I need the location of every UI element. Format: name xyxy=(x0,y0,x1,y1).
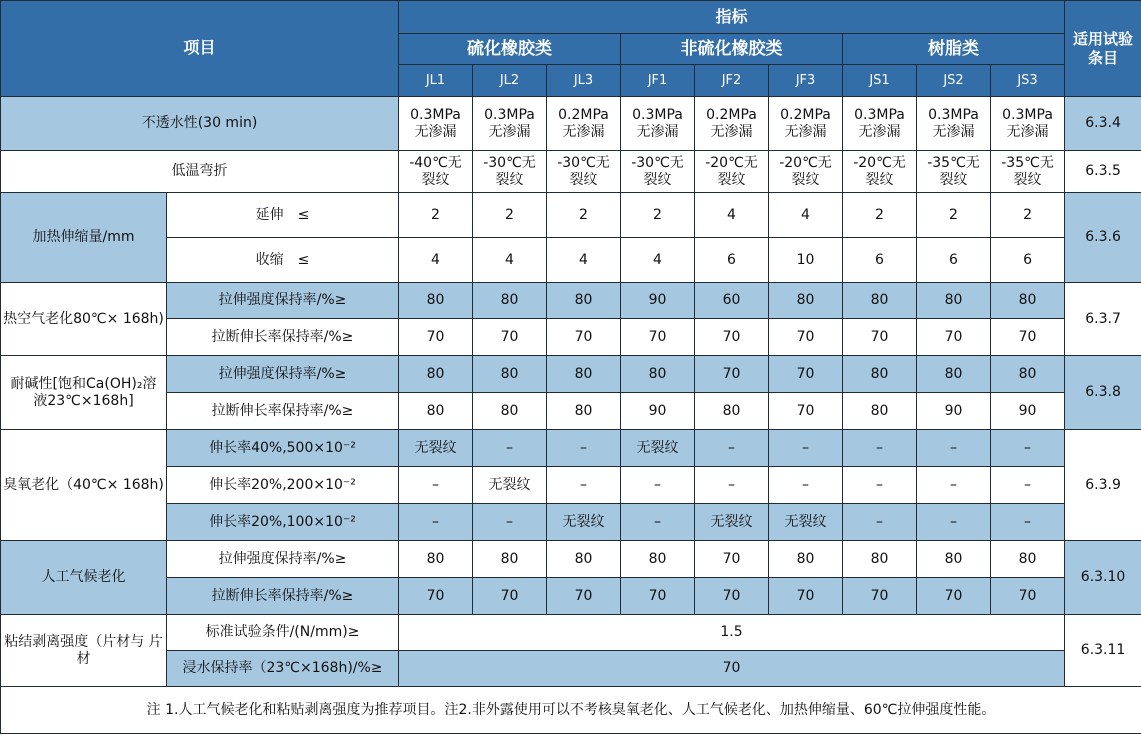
row-sublabel: 伸长率40%,500×10⁻² xyxy=(167,430,399,467)
row-group-label: 热空气老化80℃× 168h) xyxy=(1,283,167,356)
value-cell: 80 xyxy=(399,541,473,578)
value-cell: – xyxy=(917,430,991,467)
value-cell: 70 xyxy=(769,393,843,430)
value-cell: 70 xyxy=(695,319,769,356)
value-cell: – xyxy=(843,430,917,467)
value-cell: 0.2MPa 无渗漏 xyxy=(769,97,843,151)
value-cell: – xyxy=(695,467,769,504)
table-row xyxy=(1,578,1141,615)
value-cell: 0.3MPa 无渗漏 xyxy=(843,97,917,151)
value-cell: 2 xyxy=(991,193,1065,238)
value-cell: 70 xyxy=(991,319,1065,356)
value-cell: 无裂纹 xyxy=(695,504,769,541)
row-sublabel: 伸长率20%,200×10⁻² xyxy=(167,467,399,504)
value-cell: 2 xyxy=(399,193,473,238)
value-cell: 70 xyxy=(695,578,769,615)
value-cell: 4 xyxy=(399,238,473,283)
table-row xyxy=(1,430,1141,467)
value-cell: 80 xyxy=(621,356,695,393)
clause-cell: 6.3.4 xyxy=(1065,97,1141,151)
table-row xyxy=(1,541,1141,578)
value-cell: 80 xyxy=(621,541,695,578)
value-cell: 2 xyxy=(621,193,695,238)
value-cell: 80 xyxy=(473,283,547,319)
value-cell: 80 xyxy=(843,393,917,430)
code-header: JF2 xyxy=(695,65,769,97)
value-cell-merged: 1.5 xyxy=(399,615,1065,651)
value-cell: -30℃无 裂纹 xyxy=(547,151,621,193)
row-group-label: 人工气候老化 xyxy=(1,541,167,615)
value-cell: 6 xyxy=(917,238,991,283)
value-cell: – xyxy=(473,430,547,467)
value-cell: 2 xyxy=(547,193,621,238)
row-sublabel: 浸水保持率（23℃×168h)/%≥ xyxy=(167,651,399,687)
row-sublabel: 延伸 ≤ xyxy=(167,193,399,238)
item-header: 项目 xyxy=(1,1,399,97)
value-cell: 70 xyxy=(695,356,769,393)
value-cell: 70 xyxy=(399,319,473,356)
value-cell: – xyxy=(473,504,547,541)
value-cell: 0.3MPa 无渗漏 xyxy=(621,97,695,151)
value-cell: 80 xyxy=(769,283,843,319)
value-cell: 90 xyxy=(621,283,695,319)
value-cell: – xyxy=(621,504,695,541)
value-cell: 70 xyxy=(399,578,473,615)
table-row xyxy=(1,193,1141,238)
value-cell: 80 xyxy=(843,283,917,319)
value-cell: 6 xyxy=(991,238,1065,283)
group-header-resin: 树脂类 xyxy=(843,34,1065,65)
code-header: JF3 xyxy=(769,65,843,97)
row-sublabel: 拉断伸长率保持率/%≥ xyxy=(167,319,399,356)
value-cell: 10 xyxy=(769,238,843,283)
value-cell: -20℃无 裂纹 xyxy=(769,151,843,193)
value-cell: 70 xyxy=(473,319,547,356)
value-cell: – xyxy=(621,467,695,504)
table-row xyxy=(1,651,1141,687)
value-cell: 无裂纹 xyxy=(473,467,547,504)
value-cell: -40℃无 裂纹 xyxy=(399,151,473,193)
value-cell: – xyxy=(991,430,1065,467)
value-cell: 80 xyxy=(769,541,843,578)
header-row-1 xyxy=(1,1,1141,34)
value-cell: 70 xyxy=(473,578,547,615)
value-cell: 70 xyxy=(621,578,695,615)
value-cell: 70 xyxy=(769,319,843,356)
code-header: JL2 xyxy=(473,65,547,97)
value-cell: 0.3MPa 无渗漏 xyxy=(473,97,547,151)
table-row xyxy=(1,319,1141,356)
clause-cell: 6.3.7 xyxy=(1065,283,1141,356)
value-cell: – xyxy=(917,504,991,541)
value-cell: -30℃无 裂纹 xyxy=(473,151,547,193)
value-cell: 70 xyxy=(917,319,991,356)
indicator-header: 指标 xyxy=(399,1,1065,34)
value-cell: – xyxy=(695,430,769,467)
value-cell: 80 xyxy=(473,393,547,430)
value-cell: 0.3MPa 无渗漏 xyxy=(399,97,473,151)
clause-header-text: 适用试验条目 xyxy=(1073,29,1134,67)
value-cell: – xyxy=(917,467,991,504)
value-cell: 70 xyxy=(621,319,695,356)
value-cell: 0.3MPa 无渗漏 xyxy=(991,97,1065,151)
clause-cell: 6.3.6 xyxy=(1065,193,1141,283)
row-sublabel: 拉断伸长率保持率/%≥ xyxy=(167,578,399,615)
value-cell: 80 xyxy=(473,356,547,393)
table-row xyxy=(1,356,1141,393)
clause-cell: 6.3.11 xyxy=(1065,615,1141,687)
value-cell: 无裂纹 xyxy=(769,504,843,541)
row-sublabel: 标准试验条件/(N/mm)≥ xyxy=(167,615,399,651)
note-row xyxy=(1,687,1141,734)
row-group-label: 臭氧老化（40℃× 168h) xyxy=(1,430,167,541)
row-label: 低温弯折 xyxy=(1,151,399,193)
value-cell: 4 xyxy=(473,238,547,283)
clause-header xyxy=(1065,1,1141,97)
row-sublabel: 拉断伸长率保持率/%≥ xyxy=(167,393,399,430)
table-row xyxy=(1,504,1141,541)
value-cell: 80 xyxy=(843,541,917,578)
value-cell: 2 xyxy=(473,193,547,238)
code-header: JL1 xyxy=(399,65,473,97)
value-cell: – xyxy=(991,504,1065,541)
code-header: JS2 xyxy=(917,65,991,97)
value-cell: -35℃无 裂纹 xyxy=(917,151,991,193)
value-cell: 70 xyxy=(843,578,917,615)
clause-cell: 6.3.5 xyxy=(1065,151,1141,193)
row-sublabel: 拉伸强度保持率/%≥ xyxy=(167,541,399,578)
value-cell: 80 xyxy=(547,356,621,393)
table-row xyxy=(1,238,1141,283)
value-cell: 80 xyxy=(473,541,547,578)
value-cell: 80 xyxy=(917,356,991,393)
value-cell: 0.2MPa 无渗漏 xyxy=(695,97,769,151)
row-sublabel: 拉伸强度保持率/%≥ xyxy=(167,283,399,319)
value-cell: 0.2MPa 无渗漏 xyxy=(547,97,621,151)
table-row xyxy=(1,283,1141,319)
value-cell: – xyxy=(547,467,621,504)
value-cell: – xyxy=(991,467,1065,504)
value-cell: 90 xyxy=(917,393,991,430)
table-row xyxy=(1,97,1141,151)
row-sublabel: 伸长率20%,100×10⁻² xyxy=(167,504,399,541)
value-cell: -20℃无 裂纹 xyxy=(843,151,917,193)
value-cell: 4 xyxy=(547,238,621,283)
value-cell: 无裂纹 xyxy=(399,430,473,467)
value-cell: 4 xyxy=(621,238,695,283)
code-header: JF1 xyxy=(621,65,695,97)
row-group-label: 加热伸缩量/mm xyxy=(1,193,167,283)
value-cell: 60 xyxy=(695,283,769,319)
value-cell: -30℃无 裂纹 xyxy=(621,151,695,193)
value-cell: 80 xyxy=(547,393,621,430)
table-row xyxy=(1,467,1141,504)
value-cell: 80 xyxy=(399,393,473,430)
row-sublabel: 拉伸强度保持率/%≥ xyxy=(167,356,399,393)
code-header: JL3 xyxy=(547,65,621,97)
value-cell: 80 xyxy=(991,283,1065,319)
value-cell: 70 xyxy=(695,541,769,578)
value-cell: 80 xyxy=(399,356,473,393)
table-row xyxy=(1,393,1141,430)
row-group-label: 耐碱性[饱和Ca(OH)₂溶 液23℃×168h] xyxy=(1,356,167,430)
value-cell: 80 xyxy=(917,541,991,578)
value-cell: 80 xyxy=(991,356,1065,393)
value-cell: 80 xyxy=(991,541,1065,578)
value-cell: 6 xyxy=(843,238,917,283)
value-cell: 70 xyxy=(843,319,917,356)
table-row xyxy=(1,615,1141,651)
value-cell: 无裂纹 xyxy=(621,430,695,467)
value-cell: -35℃无 裂纹 xyxy=(991,151,1065,193)
value-cell: 4 xyxy=(769,193,843,238)
value-cell: – xyxy=(399,504,473,541)
value-cell: – xyxy=(769,467,843,504)
clause-cell: 6.3.10 xyxy=(1065,541,1141,615)
value-cell: 90 xyxy=(991,393,1065,430)
value-cell: 80 xyxy=(547,541,621,578)
value-cell: 70 xyxy=(769,578,843,615)
footnote: 注 1.人工气候老化和粘贴剥离强度为推荐项目。注2.非外露使用可以不考核臭氧老化、人工气候老化、加热伸缩量、60℃拉伸强度性能。 xyxy=(1,687,1141,734)
clause-cell: 6.3.8 xyxy=(1065,356,1141,430)
value-cell: – xyxy=(843,504,917,541)
group-header-vulcanized: 硫化橡胶类 xyxy=(399,34,621,65)
value-cell: 2 xyxy=(843,193,917,238)
value-cell: 0.3MPa 无渗漏 xyxy=(917,97,991,151)
table-row xyxy=(1,151,1141,193)
value-cell: 80 xyxy=(843,356,917,393)
row-label: 不透水性(30 min) xyxy=(1,97,399,151)
group-header-nonvulcanized: 非硫化橡胶类 xyxy=(621,34,843,65)
code-header: JS3 xyxy=(991,65,1065,97)
value-cell: 90 xyxy=(621,393,695,430)
value-cell: 70 xyxy=(769,356,843,393)
row-group-label: 粘结剥离强度（片材与 片材 xyxy=(1,615,167,687)
clause-cell: 6.3.9 xyxy=(1065,430,1141,541)
value-cell: 70 xyxy=(991,578,1065,615)
value-cell: 2 xyxy=(917,193,991,238)
row-sublabel: 收缩 ≤ xyxy=(167,238,399,283)
value-cell: 80 xyxy=(547,283,621,319)
value-cell: 70 xyxy=(917,578,991,615)
value-cell: – xyxy=(399,467,473,504)
value-cell: – xyxy=(547,430,621,467)
value-cell: 70 xyxy=(547,319,621,356)
value-cell: 无裂纹 xyxy=(547,504,621,541)
value-cell: 80 xyxy=(917,283,991,319)
value-cell: 4 xyxy=(695,193,769,238)
value-cell-merged: 70 xyxy=(399,651,1065,687)
code-header: JS1 xyxy=(843,65,917,97)
value-cell: 80 xyxy=(399,283,473,319)
value-cell: – xyxy=(769,430,843,467)
value-cell: – xyxy=(843,467,917,504)
value-cell: -20℃无 裂纹 xyxy=(695,151,769,193)
value-cell: 80 xyxy=(695,393,769,430)
value-cell: 70 xyxy=(547,578,621,615)
value-cell: 6 xyxy=(695,238,769,283)
